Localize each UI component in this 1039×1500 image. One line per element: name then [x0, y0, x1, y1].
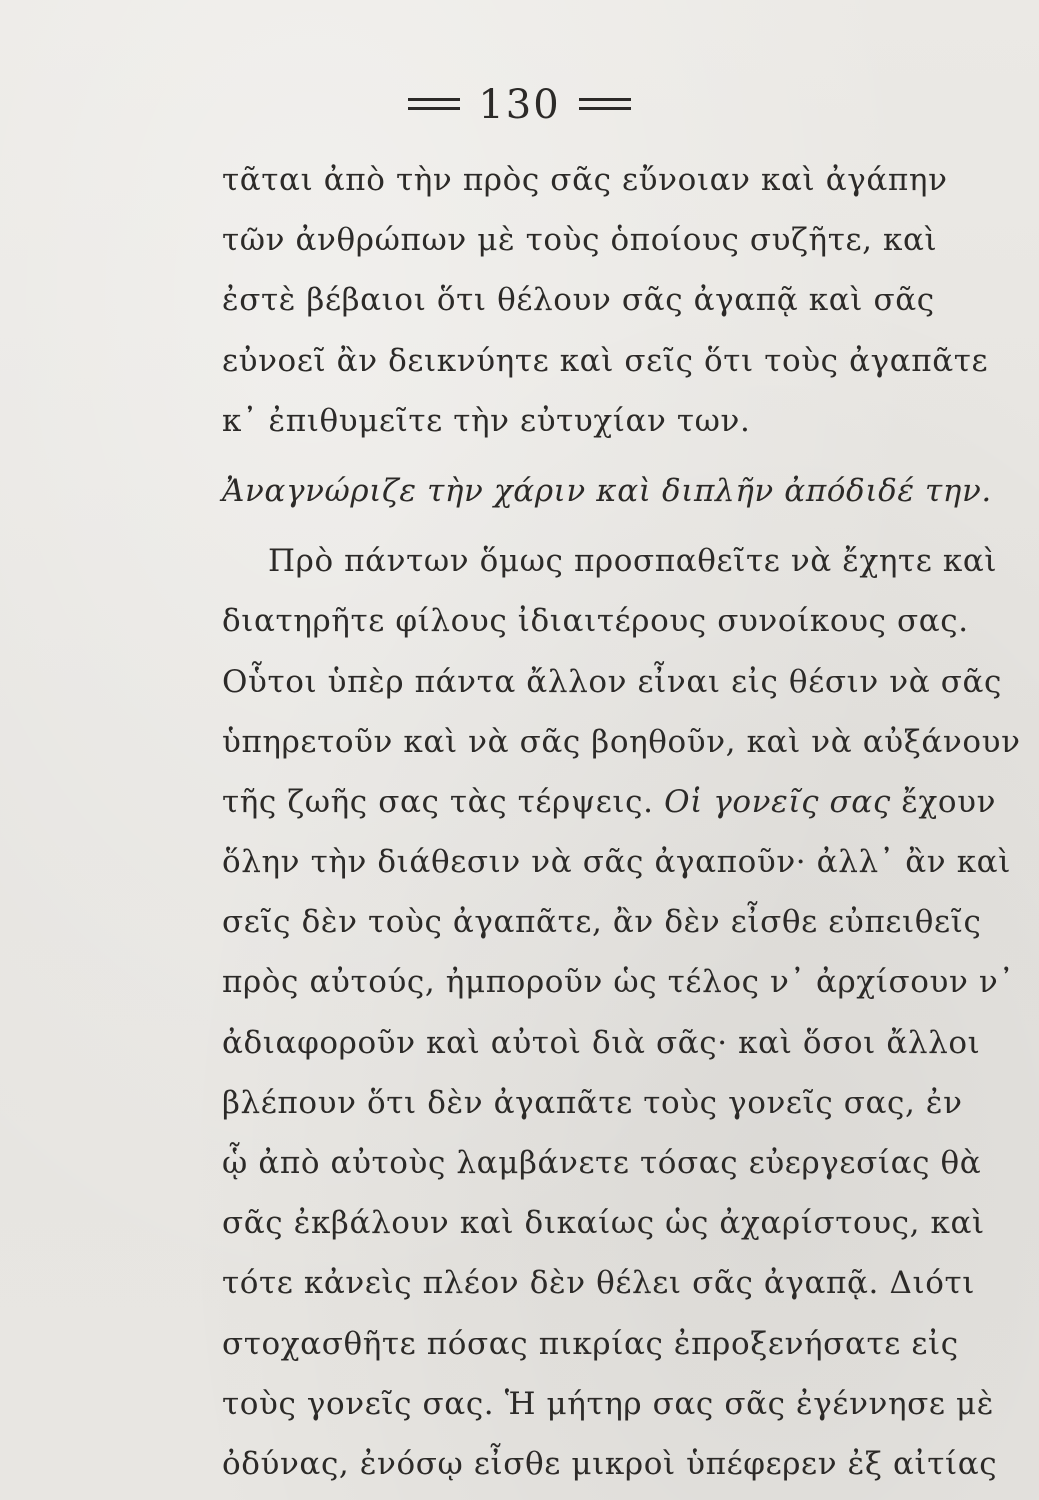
page-number: 130 [478, 82, 561, 128]
italic-text-run: Οἱ γονεῖς σας [664, 783, 891, 820]
text-line: διατηρῆτε φίλους ἰδιαιτέρους συνοίκους σας. [222, 603, 969, 640]
text-line: τοὺς γονεῖς σας. Ἡ μήτηρ σας σᾶς ἐγέννησε μὲ [222, 1385, 995, 1422]
text-line: τᾶται ἀπὸ τὴν πρὸς σᾶς εὔνοιαν καὶ ἀγάπην [222, 162, 948, 198]
text-line: ἐστὲ βέβαιοι ὅτι θέλουν σᾶς ἀγαπᾷ καὶ σᾶς [222, 282, 935, 319]
text-run: τῆς ζωῆς σας τὰς τέρψεις. [222, 783, 654, 820]
text-line: ὅλην τὴν διάθεσιν νὰ σᾶς ἀγαποῦν· ἀλλ᾿ ἂν καὶ [222, 844, 1011, 881]
text-line: ᾧ ἀπὸ αὐτοὺς λαμβάνετε τόσας εὐεργεσίας θὰ [222, 1145, 982, 1181]
text-line: βλέπουν ὅτι δὲν ἀγαπᾶτε τοὺς γονεῖς σας, ἐν [222, 1084, 963, 1121]
paragraph-first-line: Πρὸ πάντων ὅμως προσπαθεῖτε νὰ ἔχητε καὶ [268, 543, 998, 580]
text-run: ἔχουν [901, 783, 997, 820]
text-line: τῶν ἀνθρώπων μὲ τοὺς ὁποίους συζῆτε, καὶ [222, 222, 938, 259]
page-number-header [0, 82, 1039, 128]
text-line: ὀδύνας, ἐνόσῳ εἶσθε μικροὶ ὑπέφερεν ἐξ αἰτίας [222, 1445, 998, 1482]
text-line: ἀδιαφοροῦν καὶ αὐτοὶ διὰ σᾶς· καὶ ὅσοι ἄλλοι [222, 1024, 981, 1061]
text-line: ὑπηρετοῦν καὶ νὰ σᾶς βοηθοῦν, καὶ νὰ αὐξάνουν [222, 723, 1021, 760]
text-line: τότε κἀνεὶς πλέον δὲν θέλει σᾶς ἀγαπᾷ. Διότι [222, 1265, 975, 1302]
text-line-mixed [222, 772, 1012, 832]
page-body [222, 150, 1021, 1494]
text-line: πρὸς αὐτούς, ἠμποροῦν ὡς τέλος ν᾿ ἀρχίσουν ν᾿ [222, 964, 1015, 1001]
text-line: Οὗτοι ὑπὲρ πάντα ἄλλον εἶναι εἰς θέσιν νὰ σᾶς [222, 663, 1002, 700]
double-rule-left [408, 98, 460, 110]
double-rule-right [579, 98, 631, 110]
text-line: στοχασθῆτε πόσας πικρίας ἐπροξενήσατε εἰς [222, 1325, 959, 1362]
text-line: σᾶς ἐκβάλουν καὶ δικαίως ὡς ἀχαρίστους, καὶ [222, 1205, 985, 1242]
text-line: κ᾿ ἐπιθυμεῖτε τὴν εὐτυχίαν των. [222, 402, 751, 439]
text-line: σεῖς δὲν τοὺς ἀγαπᾶτε, ἂν δὲν εἶσθε εὐπειθεῖς [222, 904, 982, 941]
text-line: εὐνοεῖ ἂν δεικνύητε καὶ σεῖς ὅτι τοὺς ἀγαπᾶτε [222, 342, 989, 379]
section-heading: Ἀναγνώριζε τὴν χάριν καὶ διπλῆν ἀπόδιδέ την. [222, 472, 992, 509]
